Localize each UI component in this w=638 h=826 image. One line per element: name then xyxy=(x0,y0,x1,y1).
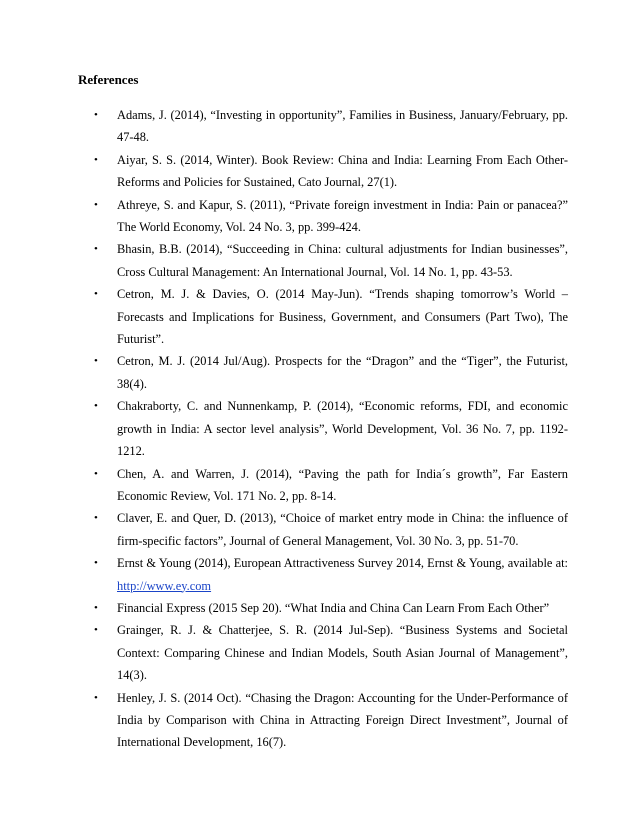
reference-item xyxy=(78,238,568,283)
reference-text: Athreye, S. and Kapur, S. (2011), “Private foreign investment in India: Pain or panacea?” The World Economy, Vol. 24 No. 3, pp. 399-424. xyxy=(117,197,568,235)
reference-text: Financial Express (2015 Sep 20). “What India and China Can Learn From Each Other” xyxy=(117,600,550,615)
bullet-icon: • xyxy=(94,355,98,368)
reference-text: Bhasin, B.B. (2014), “Succeeding in China: cultural adjustments for Indian businesses”, Cross Cultural Management: An International Journal, Vol. 14 No. 1, pp. 43-53. xyxy=(117,242,568,279)
reference-item xyxy=(78,104,568,149)
reference-item xyxy=(78,507,568,552)
reference-item xyxy=(78,619,568,686)
bullet-icon: • xyxy=(94,243,98,256)
reference-text: Chakraborty, C. and Nunnenkamp, P. (2014), “Economic reforms, FDI, and economic growth in India: A sector level analysis”, World Development, Vol. 36 No. 7, pp. 1192-1212. xyxy=(117,399,568,459)
reference-text: Cetron, M. J. & Davies, O. (2014 May-Jun). “Trends shaping tomorrow’s World – Forecasts and Implications for Business, Government, and Consumers (Part Two), The Futurist”. xyxy=(117,287,568,347)
bullet-icon: • xyxy=(94,288,98,301)
reference-item xyxy=(78,597,568,619)
bullet-icon: • xyxy=(94,153,98,166)
reference-text: Adams, J. (2014), “Investing in opportunity”, Families in Business, January/February, pp. 47-48. xyxy=(117,108,568,145)
references-list xyxy=(78,104,568,754)
bullet-icon: • xyxy=(94,512,98,525)
reference-text: Chen, A. and Warren, J. (2014), “Paving the path for India´s growth”, Far Eastern Economic Review, Vol. 171 No. 2, pp. 8-14. xyxy=(117,466,568,503)
bullet-icon: • xyxy=(94,624,98,637)
reference-text: Aiyar, S. S. (2014, Winter). Book Review: China and India: Learning From Each Other- Reforms and Policies for Sustained, Cato Journal, 27(1). xyxy=(117,152,568,190)
reference-item xyxy=(78,687,568,754)
reference-text: Henley, J. S. (2014 Oct). “Chasing the Dragon: Accounting for the Under-Performance of India by Comparison with China in Attracting Foreign Direct Investment”, Journal of International Development, 16(7). xyxy=(117,690,568,750)
bullet-icon: • xyxy=(94,691,98,704)
ey-website-link[interactable]: http://www.ey.com xyxy=(117,578,212,593)
reference-text: Grainger, R. J. & Chatterjee, S. R. (2014 Jul-Sep). “Business Systems and Societal Context: Comparing Chinese and Indian Models, South Asian Journal of Management”, 14(3). xyxy=(117,623,568,683)
bullet-icon: • xyxy=(94,557,98,570)
reference-item xyxy=(78,194,568,239)
reference-text: Claver, E. and Quer, D. (2013), “Choice of market entry mode in China: the influence of firm-specific factors”, Journal of General Management, Vol. 30 No. 3, pp. 51-70. xyxy=(117,511,568,548)
reference-item xyxy=(78,350,568,395)
bullet-icon: • xyxy=(94,467,98,480)
reference-item xyxy=(78,552,568,597)
reference-item xyxy=(78,283,568,350)
reference-item xyxy=(78,395,568,462)
bullet-icon: • xyxy=(94,198,98,211)
reference-item xyxy=(78,463,568,508)
reference-text: Ernst & Young (2014), European Attractiveness Survey 2014, Ernst & Young, available at: xyxy=(117,556,568,571)
bullet-icon: • xyxy=(94,109,98,121)
bullet-icon: • xyxy=(94,400,98,413)
reference-text: Cetron, M. J. (2014 Jul/Aug). Prospects for the “Dragon” and the “Tiger”, the Futurist, 38(4). xyxy=(117,354,568,391)
reference-item xyxy=(78,149,568,194)
references-heading: References xyxy=(78,72,139,87)
bullet-icon: • xyxy=(94,601,98,614)
